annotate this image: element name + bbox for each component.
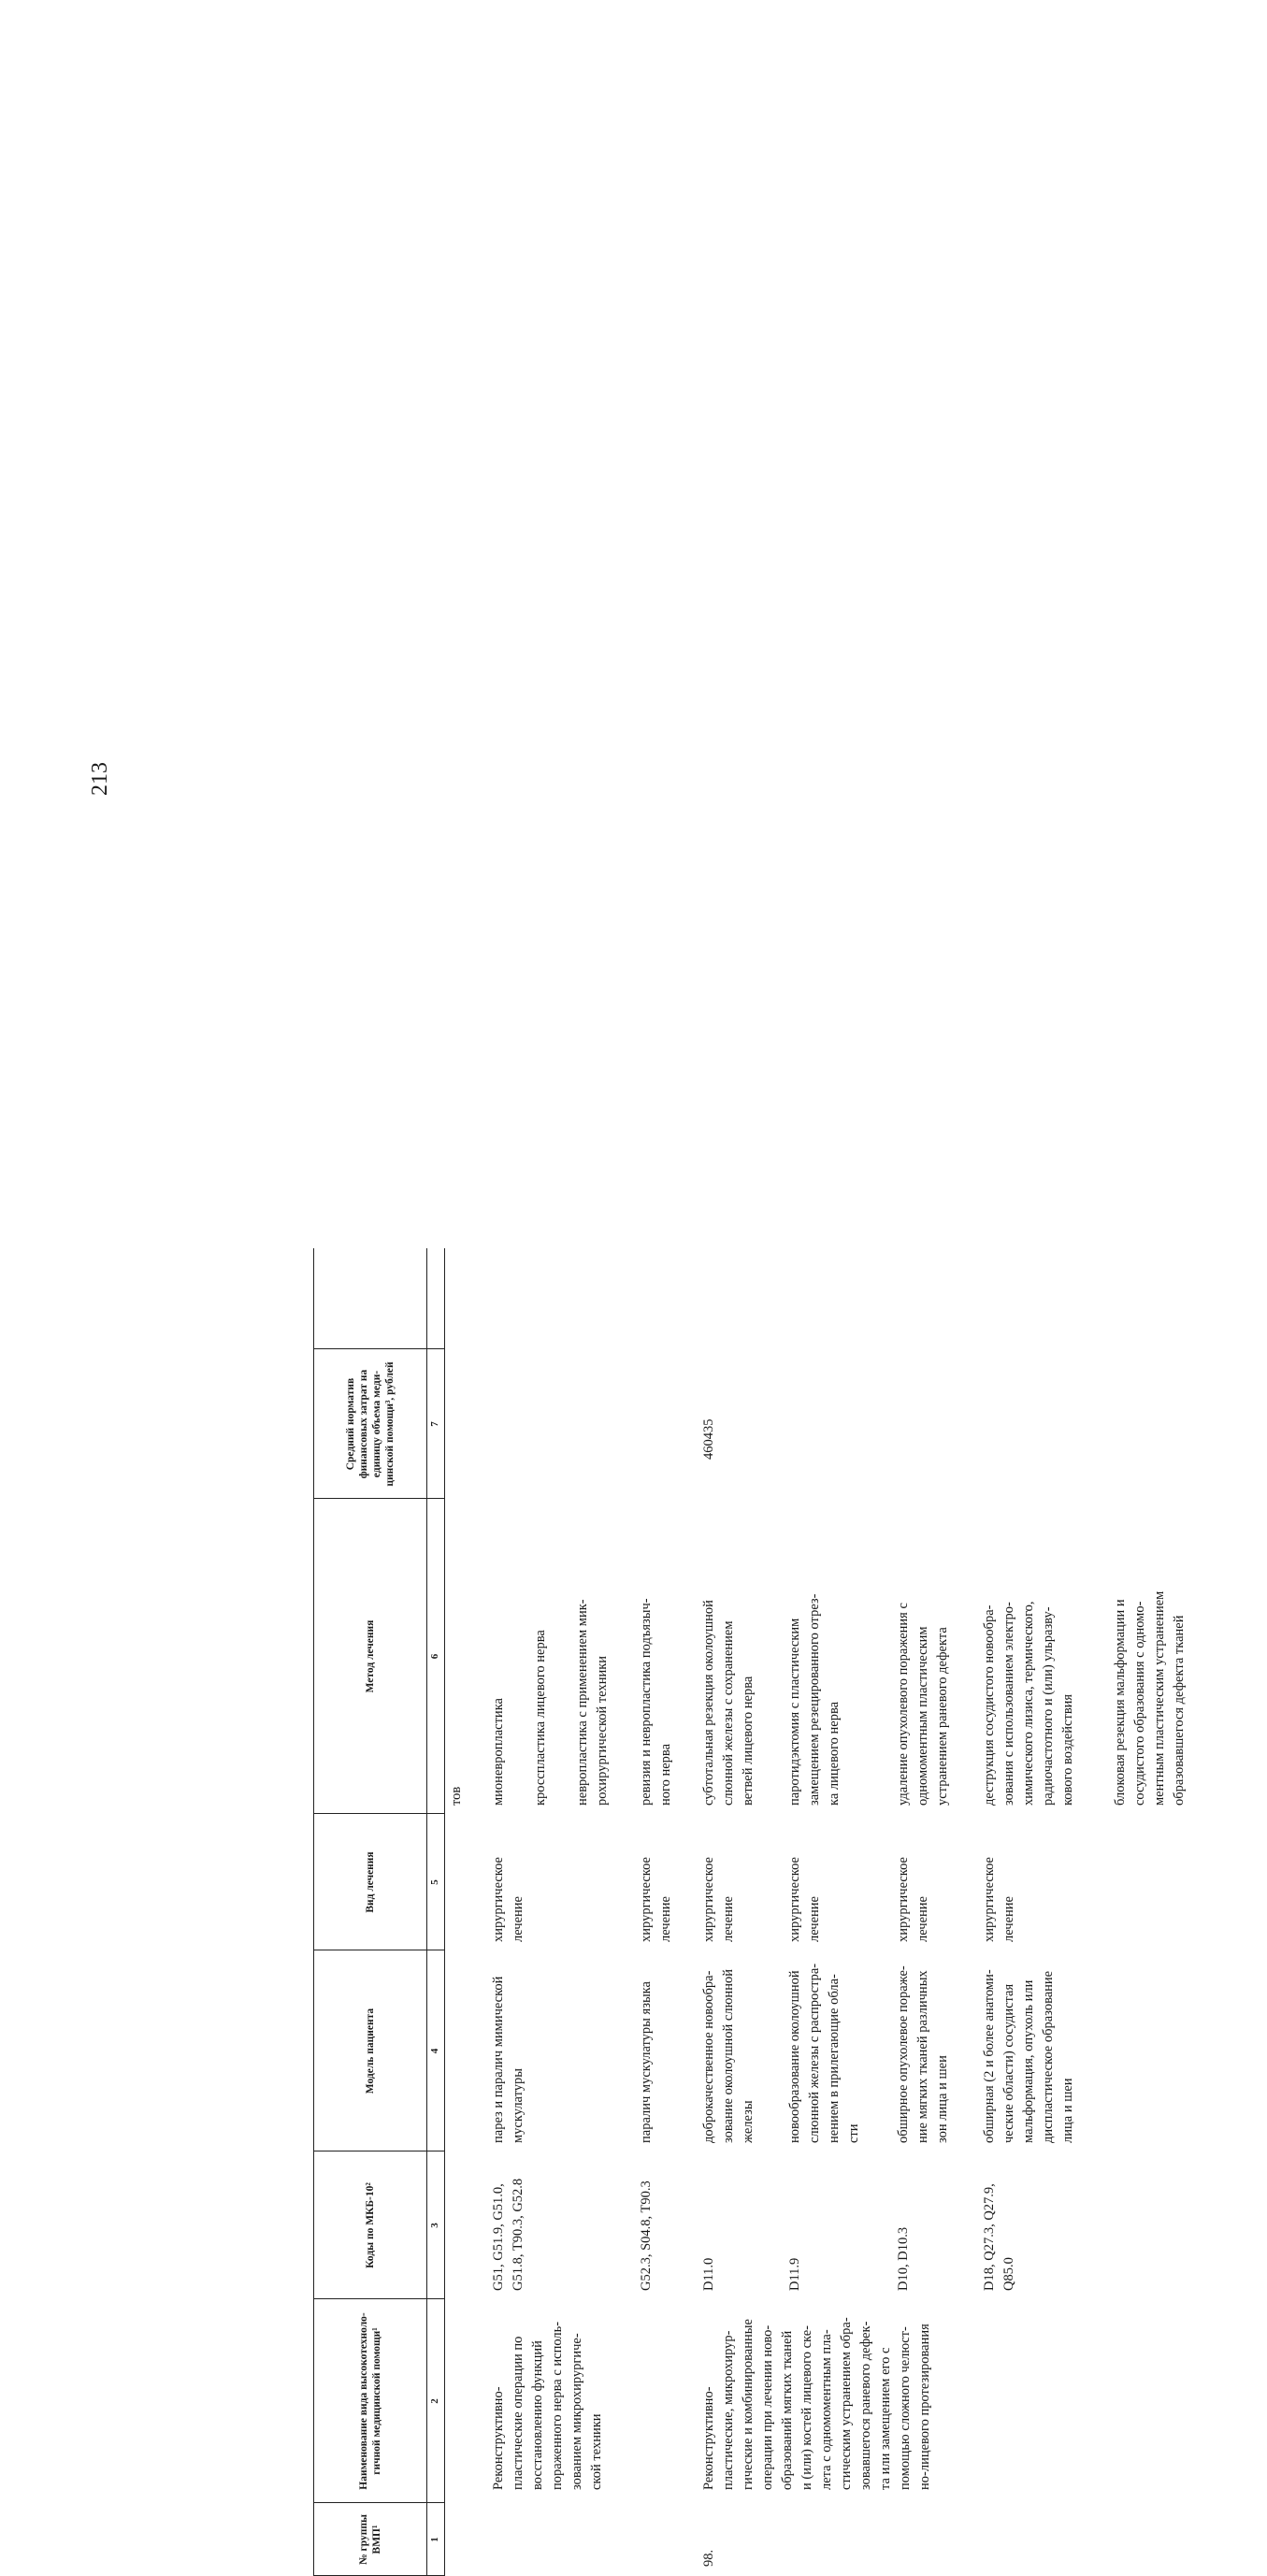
page-number: 213	[88, 762, 112, 796]
column-number: 1	[429, 2537, 440, 2542]
column-border	[313, 2502, 444, 2503]
table-cell-model: обширное опухолевое пораже- ние мягких тканей различных зон лица и шеи	[896, 1965, 950, 2143]
table-cell-cost: 460435	[701, 1418, 716, 1460]
table-cell-method: мионевропластика	[491, 1698, 506, 1806]
column-border	[313, 2298, 444, 2299]
table-cell-codes: D10, D10.3	[896, 2226, 911, 2291]
rotated-table	[313, 1248, 1267, 2576]
table-cell-treatment: хирургическое лечение	[982, 1857, 1016, 1942]
table-cell-group: 98.	[701, 2549, 716, 2567]
header-cost: Средний норматив финансовых затрат на единицу объема меди-цинской помощи³, рублей	[344, 1361, 396, 1487]
continuation-text: тов	[449, 1786, 464, 1806]
column-border	[313, 1813, 444, 1814]
header-name: Наименование вида высокотехноло-гичной медицинской помощи¹	[357, 2312, 382, 2490]
column-border	[313, 1348, 444, 1349]
table-cell-method: деструкция сосудистого новообра- зования с использованием электро- химического лизиса, термического, радиочастотного и (или) ульразву- кового воздействия	[982, 1601, 1075, 1806]
table-cell-model: доброкачественное новообра- зование околоушной слюнной железы	[701, 1969, 756, 2143]
table-cell-method: ревизия и невропластика подъязыч- ного нерва	[639, 1598, 673, 1806]
column-number: 4	[429, 2048, 440, 2054]
table-cell-codes: D11.9	[787, 2257, 802, 2291]
header-divider	[426, 1248, 427, 2576]
header-bottom-border	[444, 1248, 445, 2576]
table-cell-model: паралич мускулатуры языка	[639, 1981, 654, 2143]
table-cell-method: удаление опухолевого поражения с одномоментным пластическим устранением раневого дефекта	[896, 1603, 950, 1806]
column-number: 7	[429, 1421, 440, 1427]
table-cell-method: невропластика с применением мик- рохирургической техники	[575, 1599, 610, 1806]
table-cell-codes: D18, Q27.3, Q27.9, Q85.0	[982, 2183, 1016, 2291]
table-cell-treatment: хирургическое лечение	[701, 1857, 736, 1942]
table-cell-name: Реконструктивно- пластические операции по восстановлению функций пораженного нерва с исполь- зованием микрохирургиче- ской техники	[491, 2321, 604, 2490]
table-top-border	[313, 1248, 314, 2576]
column-number: 3	[429, 2223, 440, 2228]
header-codes: Коды по МКБ-10²	[364, 2182, 376, 2268]
column-number: 2	[429, 2398, 440, 2404]
table-cell-method: кросспластика лицевого нерва	[533, 1630, 548, 1806]
table-cell-codes: D11.0	[701, 2257, 716, 2291]
table-cell-model: парез и паралич мимической мускулатуры	[491, 1976, 526, 2143]
table-cell-treatment: хирургическое лечение	[787, 1857, 822, 1942]
table-cell-model: новообразование околоушной слюнной железы с распростра- нением в прилегающие обла- сти	[787, 1963, 861, 2143]
column-number: 6	[429, 1653, 440, 1660]
table-cell-codes: G51, G51.9, G51.0, G51.8, T90.3, G52.8	[491, 2178, 526, 2291]
table-cell-treatment: хирургическое лечение	[896, 1857, 930, 1942]
header-treatment: Вид лечения	[364, 1851, 376, 1913]
table-cell-method: блоковая резекция мальформации и сосудистого образования с одномо- ментным пластическим устранением образовавшегося дефекта тканей	[1113, 1590, 1187, 1806]
column-number: 5	[429, 1879, 440, 1885]
header-group: № группы ВМП¹	[357, 2514, 382, 2565]
table-cell-model: обширная (2 и более анатоми- ческие области) сосудистая мальформация, опухоль или диспластическое образование лица и шеи	[982, 1969, 1075, 2143]
column-border	[313, 1498, 444, 1499]
table-cell-method: субтотальная резекция околоушной слюнной железы с сохранением ветвей лицевого нерва	[701, 1600, 756, 1806]
table-cell-name: Реконструктивно- пластические, микрохирур- гические и комбинированные операции при лечении ново- образований мягких тканей и (или) костей лицевого ске- лета с одномоментным пла- стическим устранением обра- зовавшегося раневого дефек- та или замещением его с помощью сложного челюст- но-лицевого протезирования	[701, 2317, 932, 2490]
table-cell-treatment: хирургическое лечение	[491, 1857, 526, 1942]
table-cell-treatment: хирургическое лечение	[639, 1857, 673, 1942]
header-method: Метод лечения	[364, 1619, 376, 1693]
table-cell-codes: G52.3, S04.8, T90.3	[639, 2180, 654, 2291]
table-cell-method: паротидэктомия с пластическим замещением резецированного отрез- ка лицевого нерва	[787, 1593, 842, 1806]
header-model: Модель пациента	[364, 2008, 376, 2094]
